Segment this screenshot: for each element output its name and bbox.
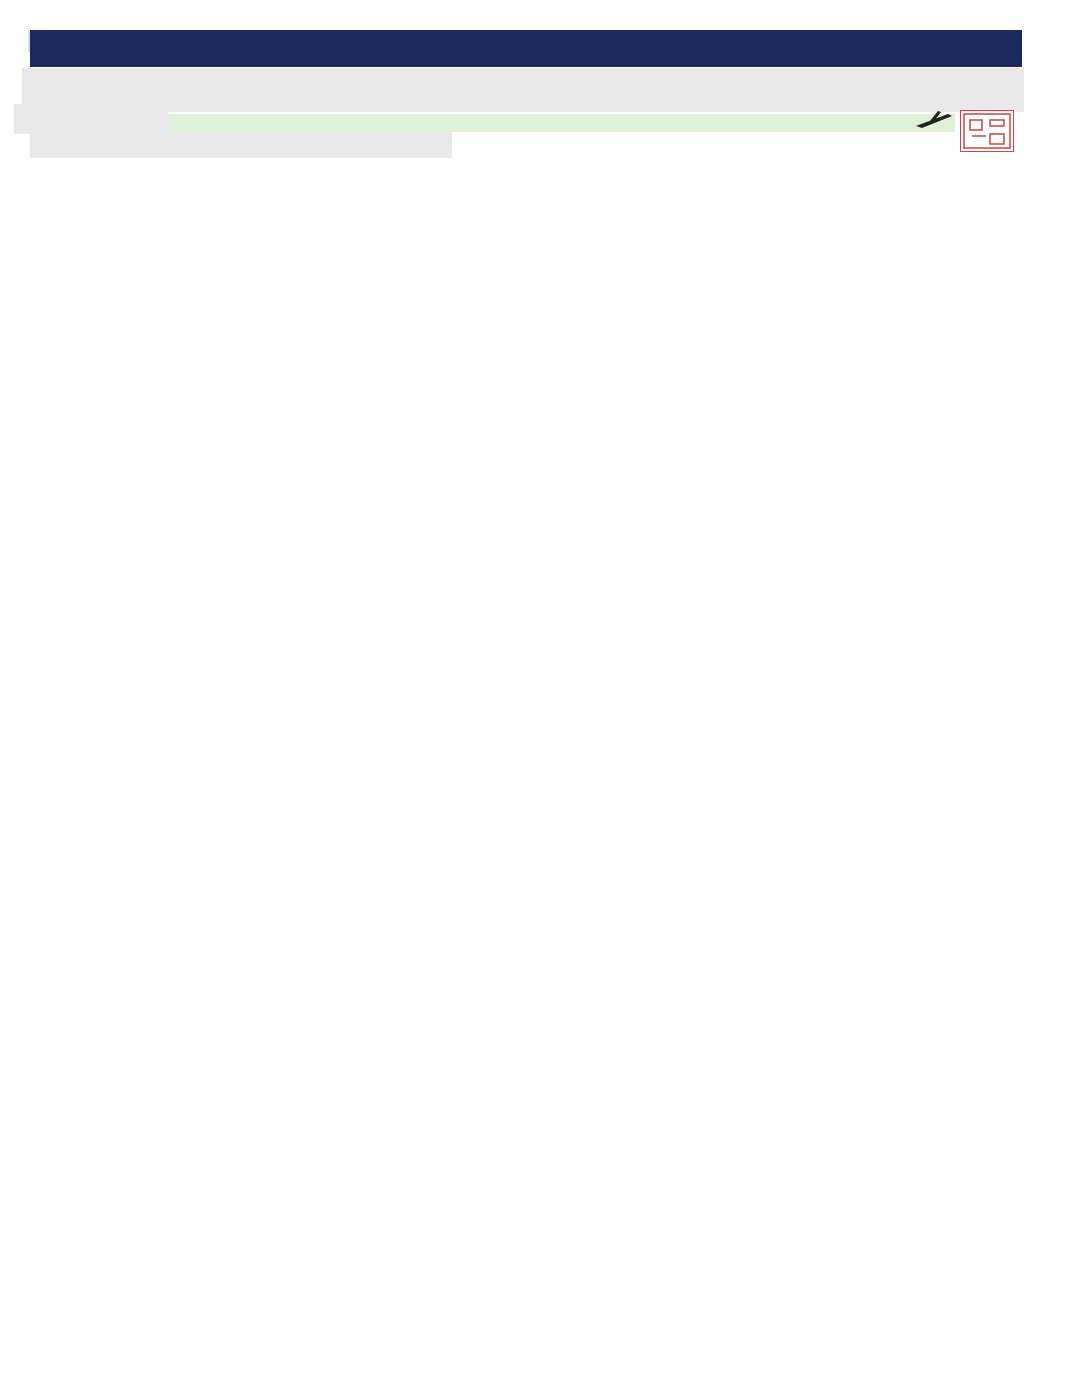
sky-wedding-logo	[908, 108, 960, 146]
guest-count-bar	[168, 114, 955, 132]
company-seal	[960, 110, 1014, 152]
redacted-block	[22, 68, 1024, 112]
redacted-block	[14, 104, 168, 134]
redacted-block	[30, 132, 452, 158]
company-bar	[30, 30, 1022, 67]
